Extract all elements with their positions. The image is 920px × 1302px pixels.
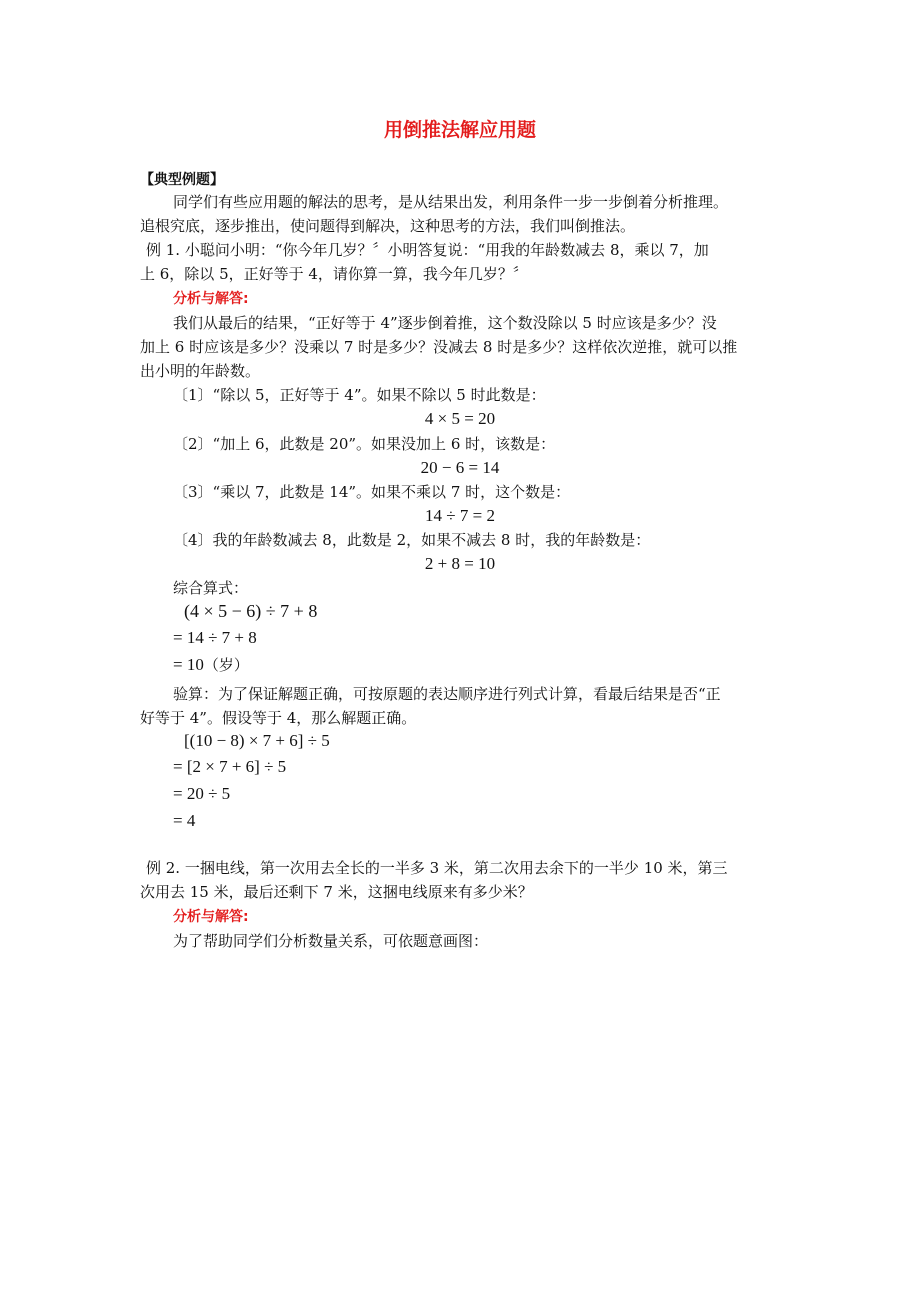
- example2-analysis-line: 为了帮助同学们分析数量关系，可依题意画图：: [173, 932, 489, 950]
- example2-question-line: 次用去 15 米，最后还剩下 7 米，这捆电线原来有多少米？: [140, 883, 533, 901]
- example1-analysis-line: 出小明的年龄数。: [140, 362, 261, 380]
- step-text: 〔2〕“加上 6，此数是 20”。如果没加上 6 时，该数是：: [173, 435, 556, 453]
- example1-question-line: 上 6，除以 5，正好等于 4，请你算一算，我今年几岁？〞: [140, 265, 528, 283]
- step-formula: 14 ÷ 7 = 2: [425, 506, 495, 525]
- step-formula: 20 − 6 = 14: [420, 458, 500, 477]
- page-title: 用倒推法解应用题: [383, 119, 536, 141]
- intro-line: 同学们有些应用题的解法的思考，是从结果出发，利用条件一步一步倒着分析推理。: [173, 193, 729, 211]
- example1-question-line: 例 1. 小聪问小明：“你今年几岁？〞小明答复说：“用我的年龄数减去 8，乘以 7，加: [146, 241, 709, 259]
- step-text: 〔1〕“除以 5，正好等于 4”。如果不除以 5 时此数是：: [173, 386, 546, 404]
- check-line: 验算：为了保证解题正确，可按原题的表达顺序进行列式计算，看最后结果是否“正: [173, 685, 721, 703]
- section-label: 【典型例题】: [140, 172, 224, 188]
- example1-analysis-line: 我们从最后的结果，“正好等于 4”逐步倒着推，这个数没除以 5 时应该是多少？没: [173, 314, 717, 332]
- combined-formula-line: = 14 ÷ 7 + 8: [173, 628, 257, 647]
- step-formula: 2 + 8 = 10: [424, 554, 496, 573]
- combined-unit: （岁）: [203, 656, 249, 674]
- check-line: 好等于 4”。假设等于 4，那么解题正确。: [140, 709, 417, 727]
- combined-formula-line: [173, 654, 249, 676]
- combined-formula-line: (4 × 5 − 6) ÷ 7 + 8: [184, 601, 318, 621]
- step-formula: 4 × 5 = 20: [424, 409, 496, 428]
- step-text: 〔4〕我的年龄数减去 8，此数是 2，如果不减去 8 时，我的年龄数是：: [173, 531, 651, 549]
- step-text: 〔3〕“乘以 7，此数是 14”。如果不乘以 7 时，这个数是：: [173, 483, 571, 501]
- check-formula-line: [(10 − 8) × 7 + 6] ÷ 5: [184, 731, 330, 750]
- example1-analysis-label: 分析与解答:: [173, 291, 249, 307]
- combined-result: = 10: [173, 655, 204, 674]
- combined-label: 综合算式：: [173, 579, 249, 597]
- check-formula-line: = 4: [173, 811, 196, 830]
- example2-analysis-label: 分析与解答:: [173, 909, 249, 925]
- example2-question-line: 例 2. 一捆电线，第一次用去全长的一半多 3 米，第二次用去余下的一半少 10 米，第三: [146, 859, 728, 877]
- check-formula-line: = [2 × 7 + 6] ÷ 5: [173, 757, 287, 776]
- example1-analysis-line: 加上 6 时应该是多少？没乘以 7 时是多少？没减去 8 时是多少？这样依次逆推，就可以推: [140, 338, 738, 356]
- check-formula-line: = 20 ÷ 5: [173, 784, 231, 803]
- intro-line: 追根究底，逐步推出，使问题得到解决，这种思考的方法，我们叫倒推法。: [140, 217, 636, 235]
